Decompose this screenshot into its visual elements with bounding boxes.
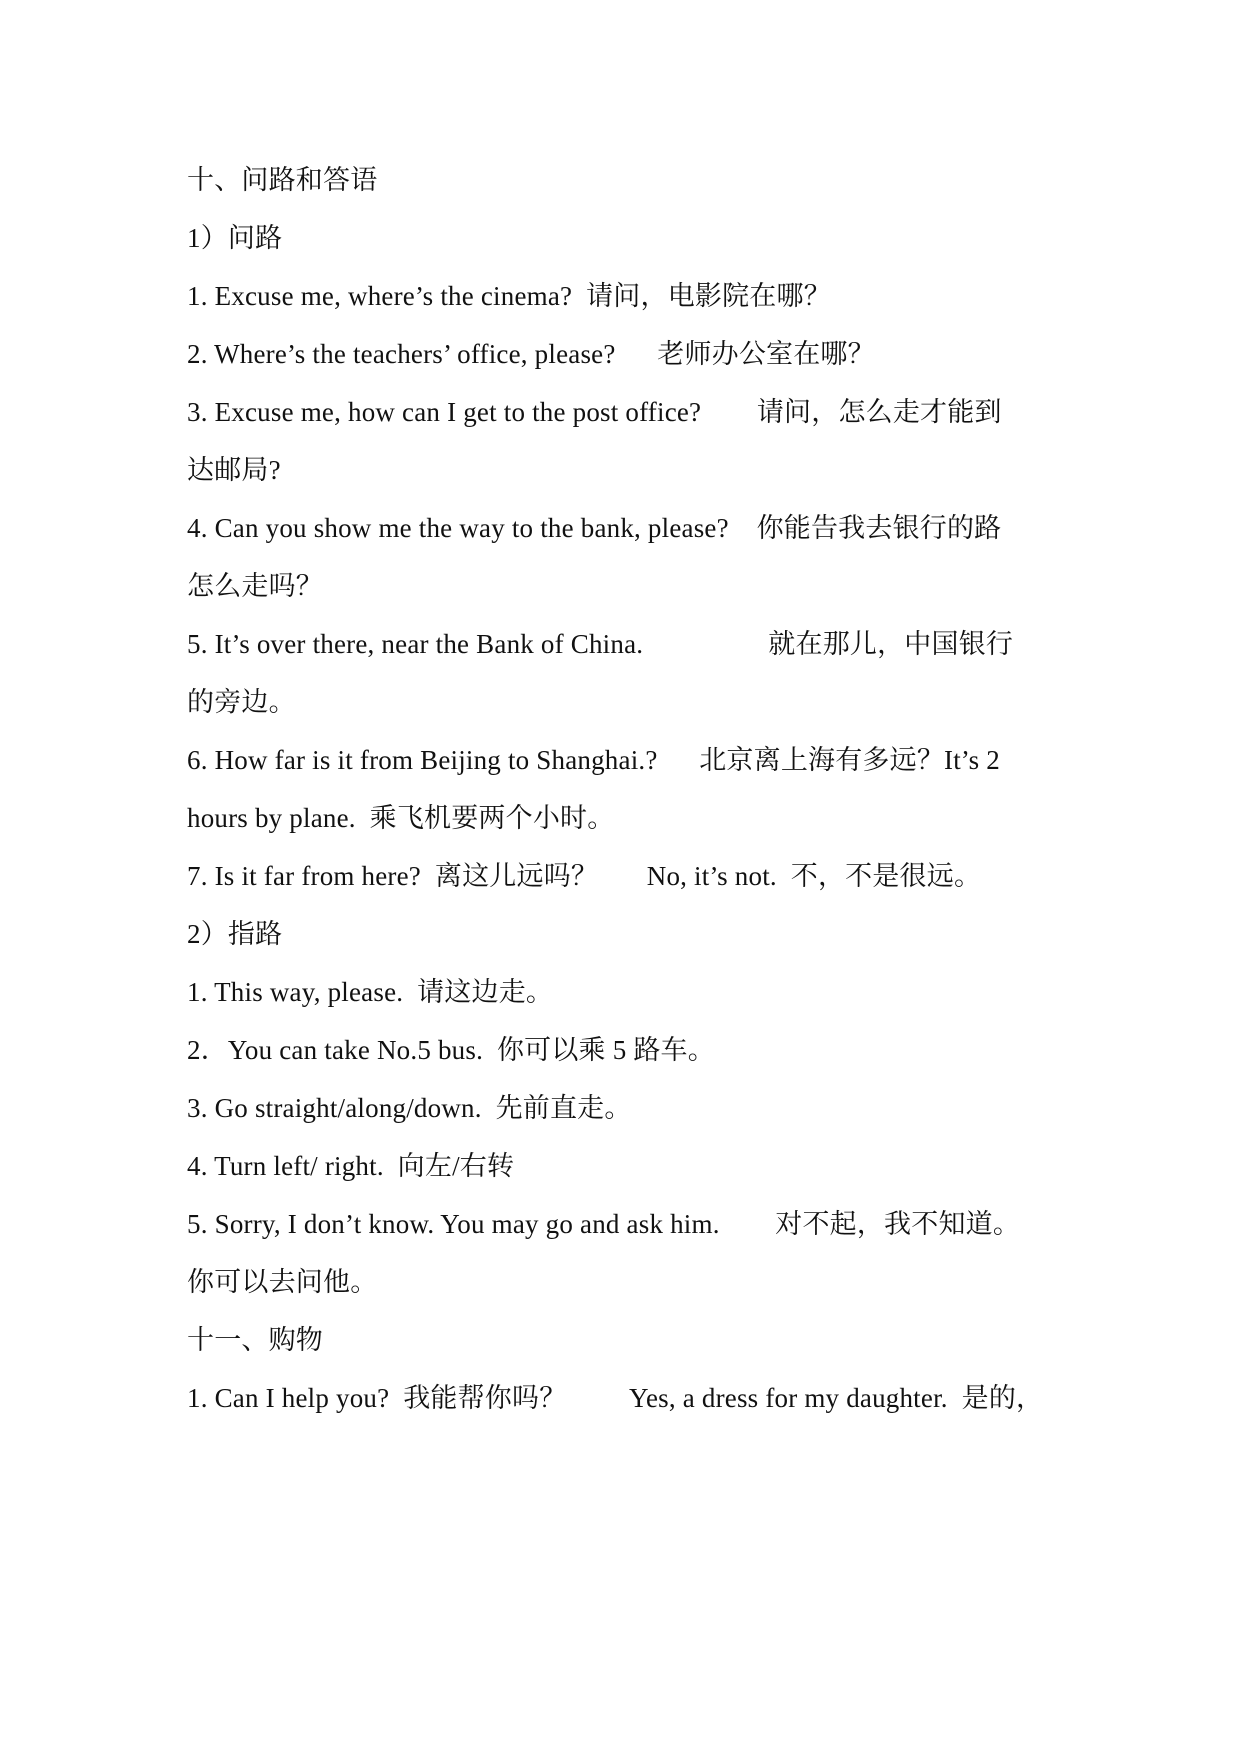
text-line: 5. It’s over there, near the Bank of China. 就在那儿，中国银行 xyxy=(187,629,1014,659)
text-line: 你可以去问他。 xyxy=(187,1267,378,1297)
text-line: 1. Can I help you? 我能帮你吗？ Yes, a dress for my daughter. 是的， xyxy=(187,1383,1044,1413)
text-line: 2．You can take No.5 bus. 你可以乘 5 路车。 xyxy=(187,1035,715,1065)
text-line: 达邮局? xyxy=(187,455,281,485)
text-line: 4. Can you show me the way to the bank, please? 你能告我去银行的路 xyxy=(187,513,1002,543)
text-line: 3. Go straight/along/down. 先前直走。 xyxy=(187,1093,632,1123)
text-line: 7. Is it far from here? 离这儿远吗？ No, it’s not. 不，不是很远。 xyxy=(187,861,982,891)
subheading-asking-way: 1）问路 xyxy=(187,223,283,253)
text-line: 怎么走吗？ xyxy=(187,571,323,601)
text-line: 4. Turn left/ right. 向左/右转 xyxy=(187,1151,515,1181)
section-heading-directions: 十、问路和答语 xyxy=(187,165,378,195)
text-line: 2. Where’s the teachers’ office, please? 老师办公室在哪？ xyxy=(187,339,875,369)
text-line: hours by plane. 乘飞机要两个小时。 xyxy=(187,803,615,833)
text-line: 3. Excuse me, how can I get to the post office? 请问，怎么走才能到 xyxy=(187,397,1002,427)
subheading-giving-directions: 2）指路 xyxy=(187,919,283,949)
section-heading-shopping: 十一、购物 xyxy=(187,1325,323,1355)
text-line: 6. How far is it from Beijing to Shanghai.? 北京离上海有多远？It’s 2 xyxy=(187,745,1000,775)
text-line: 1. Excuse me, where’s the cinema? 请问，电影院在哪？ xyxy=(187,281,831,311)
text-line: 5. Sorry, I don’t know. You may go and ask him. 对不起，我不知道。 xyxy=(187,1209,1021,1239)
text-line: 的旁边。 xyxy=(187,687,296,717)
text-line: 1. This way, please. 请这边走。 xyxy=(187,977,554,1007)
